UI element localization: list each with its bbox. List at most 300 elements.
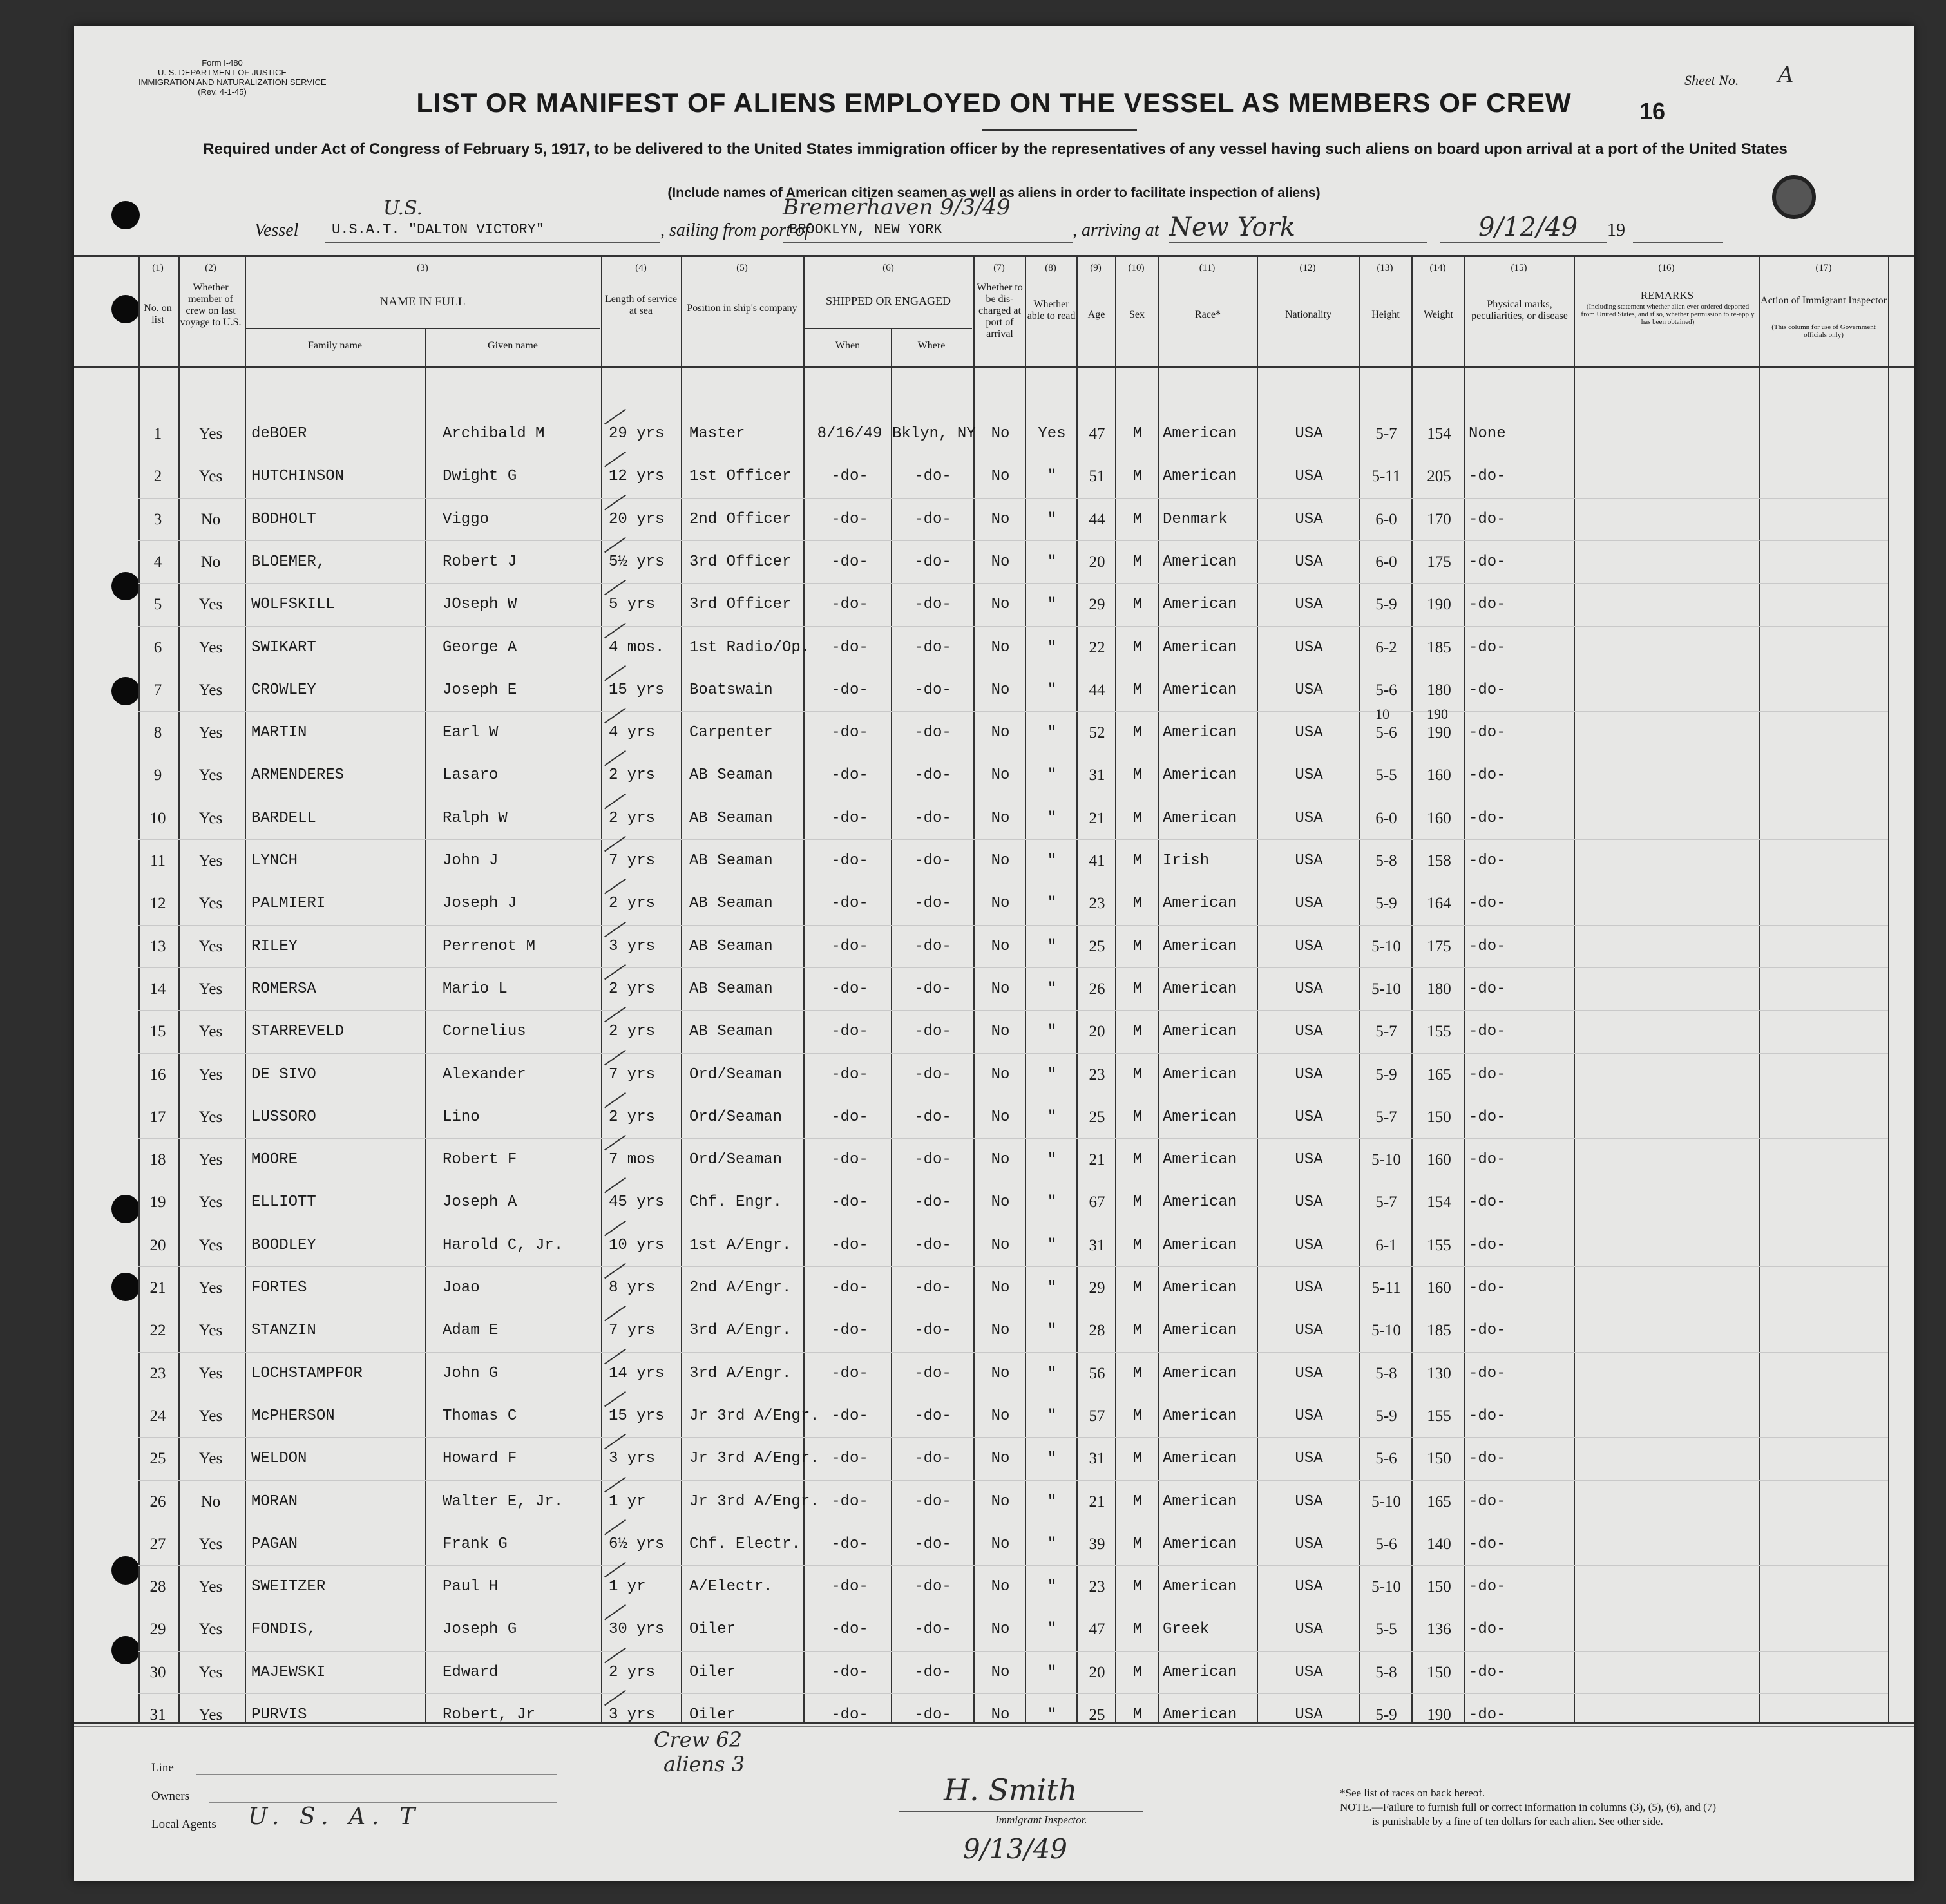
cell-age: 23 — [1089, 1065, 1105, 1083]
cell-read: " — [1047, 766, 1057, 785]
cell-position: 1st Radio/Op. — [689, 638, 810, 656]
cell-where: -do- — [914, 980, 951, 998]
cell-read: " — [1047, 724, 1057, 742]
punch-hole — [111, 295, 140, 323]
table-row — [74, 1141, 1914, 1183]
cell-family: STARREVELD — [251, 1023, 345, 1041]
header-where: Where — [917, 340, 946, 351]
cell-when: -do- — [831, 468, 868, 486]
cell-disch: No — [991, 425, 1010, 443]
cell-nat: USA — [1295, 1065, 1323, 1083]
cell-weight: 180 — [1427, 980, 1451, 998]
cell-no: 13 — [149, 937, 166, 955]
cell-read: " — [1047, 1023, 1057, 1041]
header-no-on-list: No. on list — [144, 303, 172, 325]
cell-marks: -do- — [1469, 1023, 1506, 1041]
cell-height: 5-5 — [1375, 1621, 1397, 1639]
cell-service: 45 yrs — [609, 1194, 665, 1212]
cell-when: -do- — [831, 553, 868, 571]
cell-position: Chf. Electr. — [689, 1535, 801, 1553]
cell-sex: M — [1132, 596, 1143, 614]
cell-when: -do- — [831, 724, 868, 742]
cell-height: 6-0 — [1375, 809, 1397, 827]
cell-age: 29 — [1089, 1279, 1105, 1297]
table-row — [74, 629, 1914, 671]
cell-disch: No — [991, 1535, 1010, 1553]
header-action-inspector: Action of Immigrant Inspector — [1760, 295, 1887, 306]
cell-nat: USA — [1295, 596, 1323, 614]
cell-crew: Yes — [198, 1407, 223, 1425]
cell-family: BODHOLT — [251, 510, 316, 528]
table-row — [74, 457, 1914, 500]
cell-when: -do- — [831, 1279, 868, 1297]
check-mark-icon — [604, 409, 626, 425]
arriving-label: , arriving at — [1073, 220, 1159, 240]
cell-sex: M — [1132, 1578, 1143, 1596]
cell-family: ROMERSA — [251, 980, 316, 998]
cell-position: AB Seaman — [689, 766, 773, 785]
cell-where: -do- — [914, 1578, 951, 1596]
cell-where: -do- — [914, 724, 951, 742]
cell-no: 17 — [149, 1108, 166, 1126]
column-number: (15) — [1511, 263, 1527, 273]
cell-when: -do- — [831, 1492, 868, 1510]
cell-age: 47 — [1089, 1621, 1105, 1639]
column-number: (7) — [993, 263, 1005, 273]
cell-when: -do- — [831, 1535, 868, 1553]
cell-height: 5-9 — [1375, 596, 1397, 614]
cell-no: 22 — [149, 1322, 166, 1340]
cell-position: 3rd Officer — [689, 553, 792, 571]
cell-no: 23 — [149, 1364, 166, 1382]
cell-where: -do- — [914, 1663, 951, 1681]
cell-marks: -do- — [1469, 1706, 1506, 1724]
cell-where: -do- — [914, 638, 951, 656]
cell-no: 5 — [153, 596, 162, 614]
cell-crew: Yes — [198, 1023, 223, 1041]
column-number: (2) — [205, 263, 216, 273]
cell-height: 5-6 — [1375, 724, 1397, 742]
cell-crew: Yes — [198, 724, 223, 742]
header-age: Age — [1087, 309, 1105, 320]
cell-sex: M — [1132, 1151, 1143, 1169]
footer-owners-label: Owners — [151, 1789, 190, 1803]
cell-sex: M — [1132, 937, 1143, 955]
row-rule — [138, 839, 1888, 840]
header-position: Position in ship's company — [687, 303, 797, 314]
cell-weight: 190 — [1427, 1706, 1451, 1724]
header-name-in-full: NAME IN FULL — [379, 295, 466, 309]
cell-sex: M — [1132, 553, 1143, 571]
cell-given: Paul H — [443, 1578, 499, 1596]
title-underline — [982, 129, 1137, 131]
cell-height: 6-1 — [1375, 1236, 1397, 1254]
cell-service: 2 yrs — [609, 809, 656, 827]
form-id: Form I-480 — [202, 58, 243, 68]
table-row — [74, 706, 1914, 756]
cell-race: American — [1163, 1663, 1237, 1681]
cell-position: Oiler — [689, 1706, 736, 1724]
cell-height: 6-0 — [1375, 553, 1397, 571]
cell-crew: Yes — [198, 468, 223, 486]
cell-service: 6½ yrs — [609, 1535, 665, 1553]
cell-when: -do- — [831, 1407, 868, 1425]
cell-given: Joseph E — [443, 681, 517, 699]
cell-given: Robert, Jr — [443, 1706, 536, 1724]
column-number: (12) — [1299, 263, 1316, 273]
cell-position: Oiler — [689, 1663, 736, 1681]
cell-crew: Yes — [198, 980, 223, 998]
cell-age: 47 — [1089, 425, 1105, 443]
cell-family: McPHERSON — [251, 1407, 335, 1425]
cell-when: -do- — [831, 1236, 868, 1254]
cell-weight: 175 — [1427, 937, 1451, 955]
cell-given: Adam E — [443, 1322, 499, 1340]
cell-marks: -do- — [1469, 1322, 1506, 1340]
cell-service: 3 yrs — [609, 1706, 656, 1724]
cell-weight: 170 — [1427, 510, 1451, 528]
row-rule — [138, 1352, 1888, 1353]
cell-marks: -do- — [1469, 852, 1506, 870]
cell-age: 52 — [1089, 724, 1105, 742]
cell-given: Howard F — [443, 1450, 517, 1468]
cell-family: PAGAN — [251, 1535, 298, 1553]
table-row — [74, 756, 1914, 799]
sailing-port: BROOKLYN, NEW YORK — [789, 222, 942, 238]
row-rule — [138, 1651, 1888, 1652]
cell-marks: -do- — [1469, 1194, 1506, 1212]
cell-given: Dwight G — [443, 468, 517, 486]
cell-age: 31 — [1089, 766, 1105, 785]
cell-position: 2nd Officer — [689, 510, 792, 528]
cell-sex: M — [1132, 1279, 1143, 1297]
cell-service: 10 yrs — [609, 1236, 665, 1254]
cell-nat: USA — [1295, 1578, 1323, 1596]
cell-where: Bklyn, NY — [892, 425, 976, 443]
cell-age: 31 — [1089, 1236, 1105, 1254]
cell-race: American — [1163, 596, 1237, 614]
cell-race: American — [1163, 766, 1237, 785]
cell-age: 56 — [1089, 1364, 1105, 1382]
cell-no: 9 — [153, 766, 162, 785]
cell-where: -do- — [914, 1151, 951, 1169]
cell-crew: Yes — [198, 1663, 223, 1681]
cell-service: 2 yrs — [609, 766, 656, 785]
cell-nat: USA — [1295, 766, 1323, 785]
cell-weight: 190 — [1427, 596, 1451, 614]
cell-height: 5-11 — [1371, 1279, 1401, 1297]
table-row — [74, 1226, 1914, 1269]
cell-where: -do- — [914, 468, 951, 486]
cell-family: BLOEMER, — [251, 553, 326, 571]
cell-position: Oiler — [689, 1621, 736, 1639]
column-number: (3) — [417, 263, 428, 273]
cell-family: BOODLEY — [251, 1236, 316, 1254]
cell-read: " — [1047, 1151, 1057, 1169]
cell-age: 44 — [1089, 681, 1105, 699]
cell-family: PURVIS — [251, 1706, 307, 1724]
cell-where: -do- — [914, 510, 951, 528]
cell-position: 1st Officer — [689, 468, 792, 486]
cell-sex: M — [1132, 1535, 1143, 1553]
cell-disch: No — [991, 1578, 1010, 1596]
cell-race: American — [1163, 1492, 1237, 1510]
column-number: (11) — [1199, 263, 1216, 273]
cell-when: 8/16/49 — [817, 425, 882, 443]
cell-race: American — [1163, 1236, 1237, 1254]
header-discharged: Whether to be dis-charged at port of arrival — [977, 282, 1023, 339]
arriving-handwritten: New York — [1169, 213, 1295, 242]
table-row — [74, 799, 1914, 842]
cell-service: 2 yrs — [609, 980, 656, 998]
cell-no: 25 — [149, 1450, 166, 1468]
cell-marks: -do- — [1469, 1407, 1506, 1425]
row-rule — [138, 583, 1888, 584]
cell-disch: No — [991, 1023, 1010, 1041]
cell-service: 7 yrs — [609, 852, 656, 870]
table-row — [74, 1525, 1914, 1568]
cell-given: Lasaro — [443, 766, 499, 785]
table-row — [74, 1483, 1914, 1525]
cell-read: " — [1047, 1236, 1057, 1254]
cell-when: -do- — [831, 766, 868, 785]
cell-read: " — [1047, 1450, 1057, 1468]
cell-age: 21 — [1089, 809, 1105, 827]
cell-height: 5-10 — [1371, 980, 1401, 998]
cell-read: " — [1047, 1535, 1057, 1553]
cell-when: -do- — [831, 1450, 868, 1468]
column-number: (9) — [1090, 263, 1102, 273]
cell-sex: M — [1132, 1621, 1143, 1639]
cell-weight: 158 — [1427, 852, 1451, 870]
cell-where: -do- — [914, 766, 951, 785]
cell-position: AB Seaman — [689, 937, 773, 955]
cell-where: -do- — [914, 1364, 951, 1382]
cell-disch: No — [991, 1407, 1010, 1425]
cell-service: 30 yrs — [609, 1621, 665, 1639]
cell-given: Robert F — [443, 1151, 517, 1169]
cell-race: American — [1163, 1535, 1237, 1553]
cell-nat: USA — [1295, 553, 1323, 571]
cell-when: -do- — [831, 1364, 868, 1382]
cell-disch: No — [991, 1194, 1010, 1212]
cell-sex: M — [1132, 852, 1143, 870]
cell-service: 2 yrs — [609, 895, 656, 913]
table-row — [74, 1397, 1914, 1440]
cell-height: 5-11 — [1371, 468, 1401, 486]
shipped-subheader-line — [805, 328, 972, 329]
cell-disch: No — [991, 980, 1010, 998]
cell-race: American — [1163, 1706, 1237, 1724]
cell-service: 15 yrs — [609, 1407, 665, 1425]
cell-where: -do- — [914, 1621, 951, 1639]
page-title: LIST OR MANIFEST OF ALIENS EMPLOYED ON THE VESSEL AS MEMBERS OF CREW — [416, 88, 1572, 118]
cell-position: Jr 3rd A/Engr. — [689, 1492, 819, 1510]
cell-service: 1 yr — [609, 1578, 646, 1596]
cell-nat: USA — [1295, 1322, 1323, 1340]
cell-nat: USA — [1295, 724, 1323, 742]
cell-weight: 130 — [1427, 1364, 1451, 1382]
header-given-name: Given name — [488, 340, 538, 351]
cell-race: American — [1163, 895, 1237, 913]
cell-crew: Yes — [198, 1450, 223, 1468]
cell-when: -do- — [831, 1621, 868, 1639]
cell-crew: Yes — [198, 1621, 223, 1639]
cell-position: 2nd A/Engr. — [689, 1279, 792, 1297]
cell-age: 22 — [1089, 638, 1105, 656]
cell-nat: USA — [1295, 895, 1323, 913]
sheet-label: Sheet No. — [1684, 72, 1739, 88]
cell-nat: USA — [1295, 1151, 1323, 1169]
cell-when: -do- — [831, 1023, 868, 1041]
cell-race: American — [1163, 1450, 1237, 1468]
cell-race: Irish — [1163, 852, 1210, 870]
cell-race: American — [1163, 553, 1237, 571]
cell-given: Perrenot M — [443, 937, 536, 955]
cell-given: JOseph W — [443, 596, 517, 614]
cell-when: -do- — [831, 809, 868, 827]
cell-nat: USA — [1295, 1194, 1323, 1212]
header-weight: Weight — [1424, 309, 1453, 320]
cell-position: AB Seaman — [689, 980, 773, 998]
cell-weight: 154 — [1427, 1194, 1451, 1212]
cell-weight: 155 — [1427, 1407, 1451, 1425]
column-number: (6) — [882, 263, 894, 273]
cell-read: " — [1047, 980, 1057, 998]
year-underline — [1633, 242, 1723, 243]
cell-age: 41 — [1089, 852, 1105, 870]
cell-family: LOCHSTAMPFOR — [251, 1364, 363, 1382]
cell-crew: Yes — [198, 1322, 223, 1340]
cell-no: 21 — [149, 1279, 166, 1297]
cell-age: 29 — [1089, 596, 1105, 614]
cell-crew: Yes — [198, 596, 223, 614]
cell-given: Walter E, Jr. — [443, 1492, 564, 1510]
cell-no: 26 — [149, 1492, 166, 1510]
cell-marks: None — [1469, 425, 1506, 443]
cell-given: Joseph A — [443, 1194, 517, 1212]
cell-read: " — [1047, 681, 1057, 699]
cell-service: 2 yrs — [609, 1023, 656, 1041]
cell-position: 3rd A/Engr. — [689, 1364, 792, 1382]
cell-sex: M — [1132, 1236, 1143, 1254]
table-row — [74, 500, 1914, 543]
cell-weight: 150 — [1427, 1108, 1451, 1126]
header-family-name: Family name — [308, 340, 362, 351]
cell-disch: No — [991, 937, 1010, 955]
cell-no: 8 — [153, 724, 162, 742]
cell-nat: USA — [1295, 1492, 1323, 1510]
cell-weight: 165 — [1427, 1492, 1451, 1510]
cell-crew: No — [200, 553, 221, 571]
cell-age: 44 — [1089, 510, 1105, 528]
name-subheader-line — [245, 328, 600, 329]
cell-sex: M — [1132, 1706, 1143, 1724]
row-rule — [138, 1138, 1888, 1139]
cell-given: Robert J — [443, 553, 517, 571]
cell-where: -do- — [914, 1023, 951, 1041]
cell-sex: M — [1132, 1023, 1143, 1041]
cell-no: 29 — [149, 1621, 166, 1639]
sailing-label: , sailing from port of — [660, 220, 810, 240]
cell-crew: Yes — [198, 1151, 223, 1169]
cell-height: 6-2 — [1375, 638, 1397, 656]
cell-marks: -do- — [1469, 1279, 1506, 1297]
header-shipped-engaged: SHIPPED OR ENGAGED — [825, 294, 951, 307]
footer-note-races: *See list of races on back hereof. — [1340, 1787, 1485, 1799]
cell-no: 15 — [149, 1023, 166, 1041]
column-number: (13) — [1377, 263, 1393, 273]
cell-when: -do- — [831, 937, 868, 955]
cell-disch: No — [991, 1450, 1010, 1468]
cell-sex: M — [1132, 809, 1143, 827]
cell-nat: USA — [1295, 1407, 1323, 1425]
row-rule — [138, 498, 1888, 499]
cell-position: Ord/Seaman — [689, 1065, 783, 1083]
cell-disch: No — [991, 1279, 1010, 1297]
cell-nat: USA — [1295, 1279, 1323, 1297]
cell-weight: 160 — [1427, 1151, 1451, 1169]
cell-marks: -do- — [1469, 1663, 1506, 1681]
cell-position: A/Electr. — [689, 1578, 773, 1596]
cell-where: -do- — [914, 553, 951, 571]
arrival-date-handwritten: 9/12/49 — [1478, 213, 1578, 242]
cell-height: 5-9 — [1375, 1065, 1397, 1083]
cell-race: American — [1163, 1364, 1237, 1382]
page-subtitle-2: (Include names of American citizen seamen as well as aliens in order to facilitate inspection of aliens) — [667, 186, 1321, 200]
cell-weight: 155 — [1427, 1023, 1451, 1041]
cell-no: 6 — [153, 638, 162, 656]
cell-service: 2 yrs — [609, 1663, 656, 1681]
cell-nat: USA — [1295, 1706, 1323, 1724]
cell-nat: USA — [1295, 1663, 1323, 1681]
cell-when: -do- — [831, 1322, 868, 1340]
cell-read: " — [1047, 1279, 1057, 1297]
cell-where: -do- — [914, 1706, 951, 1724]
cell-height: 5-7 — [1375, 1108, 1397, 1126]
cell-height: 6-0 — [1375, 510, 1397, 528]
cell-marks: -do- — [1469, 809, 1506, 827]
cell-disch: No — [991, 1663, 1010, 1681]
cell-read: " — [1047, 1065, 1057, 1083]
cell-marks: -do- — [1469, 895, 1506, 913]
cell-no: 3 — [153, 510, 162, 528]
cell-race: American — [1163, 425, 1237, 443]
cell-weight: 180 — [1427, 681, 1451, 699]
cell-position: Carpenter — [689, 724, 773, 742]
cell-position: Ord/Seaman — [689, 1108, 783, 1126]
cell-nat: USA — [1295, 1236, 1323, 1254]
cell-race: American — [1163, 1023, 1237, 1041]
cell-weight: 190 — [1427, 724, 1451, 742]
cell-sex: M — [1132, 895, 1143, 913]
cell-read: Yes — [1038, 425, 1066, 443]
cell-height: 5-6 — [1375, 1450, 1397, 1468]
cell-marks: -do- — [1469, 937, 1506, 955]
arriving-underline — [1169, 242, 1427, 243]
cell-where: -do- — [914, 1322, 951, 1340]
cell-family: MARTIN — [251, 724, 307, 742]
cell-where: -do- — [914, 1450, 951, 1468]
cell-nat: USA — [1295, 1621, 1323, 1639]
cell-read: " — [1047, 553, 1057, 571]
cell-disch: No — [991, 1322, 1010, 1340]
cell-weight: 136 — [1427, 1621, 1451, 1639]
cell-marks: -do- — [1469, 596, 1506, 614]
cell-service: 2 yrs — [609, 1108, 656, 1126]
cell-age: 31 — [1089, 1450, 1105, 1468]
cell-age: 25 — [1089, 1108, 1105, 1126]
